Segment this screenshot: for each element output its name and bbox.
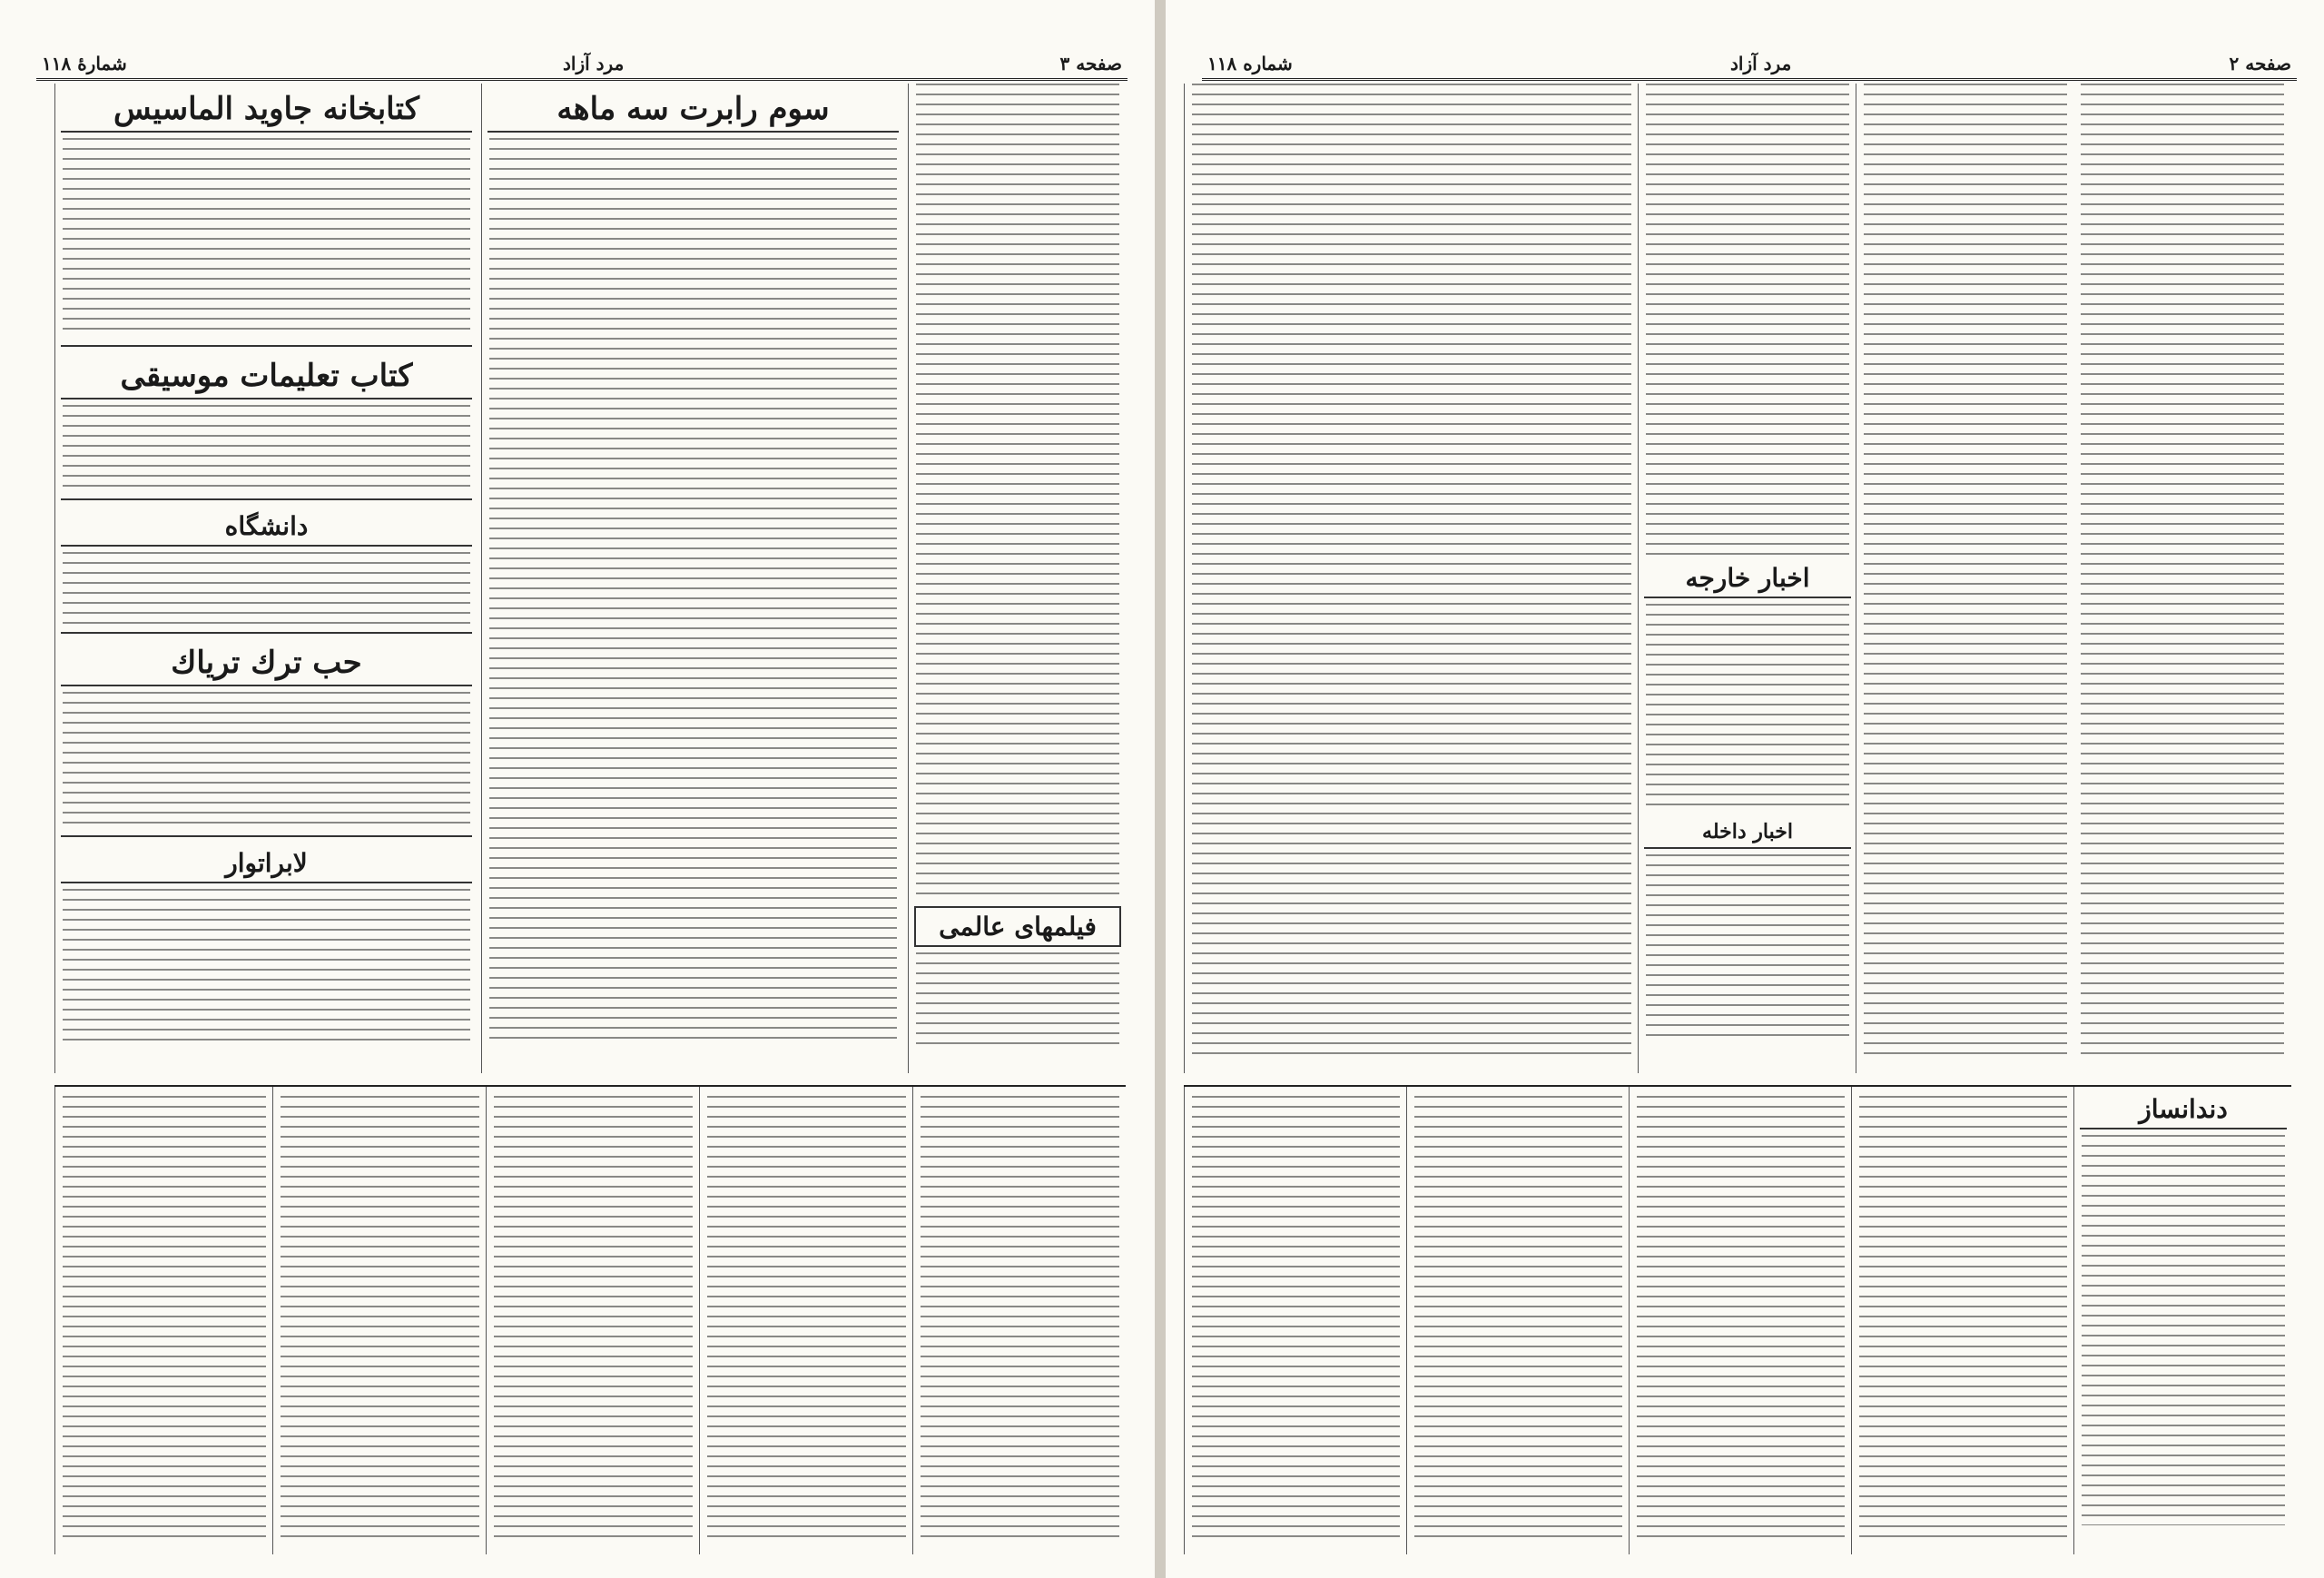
- left-col-films: [908, 84, 1127, 1073]
- music-text: [63, 405, 470, 491]
- left-paper-name: مرد آزاد: [563, 53, 625, 74]
- films-article-text: [916, 84, 1119, 901]
- serial-text: [281, 1096, 479, 1541]
- serial-col: [1851, 1087, 2074, 1554]
- bookstore-text: [63, 138, 470, 338]
- left-bottom-serial: [54, 1085, 1126, 1554]
- domestic-news-heading: اخبار داخله: [1644, 816, 1851, 849]
- tooth-heading: دندانساز: [2080, 1090, 2287, 1129]
- serial-col: [1629, 1087, 1852, 1554]
- serial-col: [2073, 1087, 2292, 1554]
- school-heading: دانشگاه: [61, 508, 472, 547]
- serial-text: [63, 1096, 266, 1541]
- left-newspaper-page: [0, 0, 1155, 1578]
- films-ad-text: [916, 952, 1119, 1052]
- left-col-report: [481, 84, 904, 1073]
- serial-text: [1637, 1096, 1845, 1541]
- serial-text: [1859, 1096, 2067, 1541]
- serial-col: [1184, 1087, 1407, 1554]
- serial-col: [699, 1087, 913, 1554]
- serial-col: [486, 1087, 700, 1554]
- pill-text: [63, 692, 470, 828]
- right-page-label: صفحه ۲: [2229, 53, 2291, 74]
- domestic-news-text: [1646, 854, 1849, 1036]
- serial-col: [1406, 1087, 1630, 1554]
- serial-text: [494, 1096, 693, 1541]
- foreign-news-text: [1646, 604, 1849, 813]
- left-masthead: [36, 42, 1128, 81]
- pill-heading: حب ترك ترياك: [61, 641, 472, 686]
- laboratory-text: [63, 889, 470, 1043]
- films-heading: فیلمهای عالمی: [914, 906, 1121, 947]
- right-issue-label: شماره ۱۱۸: [1207, 53, 1293, 74]
- right-paper-name: مرد آزاد: [1730, 53, 1792, 74]
- serial-col: [912, 1087, 1127, 1554]
- right-col-4: [1184, 84, 1639, 1073]
- left-page-label: صفحه ۳: [1059, 53, 1122, 74]
- right-col-2-text: [1864, 84, 2067, 1055]
- page-gutter: [1155, 0, 1166, 1578]
- serial-col: [272, 1087, 487, 1554]
- serial-text: [1414, 1096, 1622, 1541]
- right-bottom-serial: [1184, 1085, 2291, 1554]
- divider: [61, 345, 472, 347]
- right-masthead: [1202, 42, 2297, 81]
- left-issue-label: شمارهٔ ۱۱۸: [42, 53, 127, 74]
- right-col-3: [1638, 84, 1856, 1073]
- laboratory-heading: لابراتوار: [61, 844, 472, 883]
- serial-col: [54, 1087, 273, 1554]
- serial-text: [1192, 1096, 1400, 1541]
- right-newspaper-page: [1166, 0, 2324, 1578]
- right-col-1: [2073, 84, 2291, 1073]
- divider: [61, 498, 472, 500]
- divider: [61, 835, 472, 837]
- right-col-2: [1856, 84, 2074, 1073]
- report-article-text: [489, 138, 897, 1046]
- foreign-news-heading: اخبار خارجه: [1644, 559, 1851, 598]
- serial-text: [921, 1096, 1119, 1541]
- right-col-1-text: [2081, 84, 2284, 1055]
- serial-text: [707, 1096, 906, 1541]
- bookstore-heading: کتابخانه جاوید الماسیس: [61, 87, 472, 133]
- right-col-3-text: [1646, 84, 1849, 556]
- report-heading: سوم رابرت سه ماهه: [487, 87, 899, 133]
- left-col-ads: [54, 84, 478, 1073]
- right-col-4-text: [1192, 84, 1631, 1055]
- divider: [61, 632, 472, 634]
- school-text: [63, 552, 470, 625]
- serial-text: [2082, 1135, 2285, 1525]
- music-heading: کتاب تعلیمات موسیقی: [61, 354, 472, 399]
